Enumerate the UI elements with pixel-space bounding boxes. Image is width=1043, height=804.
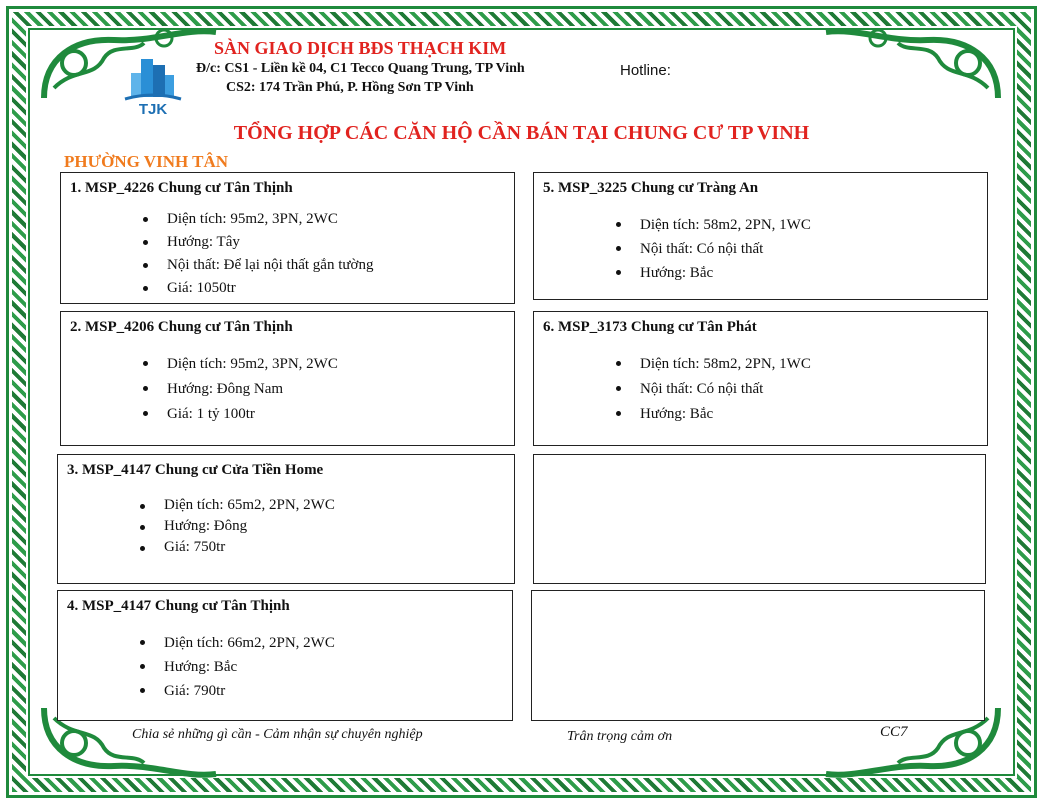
listing-title: 1. MSP_4226 Chung cư Tân Thịnh xyxy=(70,180,293,196)
listing-details xyxy=(534,213,811,285)
footer-code: CC7 xyxy=(880,724,908,740)
detail-direction: Hướng: Đông Nam xyxy=(167,377,338,402)
detail-direction: Hướng: Bắc xyxy=(640,261,811,285)
listing-title: 3. MSP_4147 Chung cư Cửa Tiền Home xyxy=(67,462,324,478)
footer-slogan: Chia sẻ những gì cần - Cảm nhận sự chuyên nghiệp xyxy=(132,727,423,742)
detail-direction: Hướng: Bắc xyxy=(164,655,335,679)
listing-details xyxy=(58,631,335,703)
listing-details xyxy=(61,208,373,300)
empty-card-2 xyxy=(531,590,985,721)
detail-price: Giá: 790tr xyxy=(164,679,335,703)
detail-furniture: Nội thất: Có nội thất xyxy=(640,237,811,261)
company-logo xyxy=(123,55,183,117)
listing-card-3 xyxy=(57,454,515,584)
listing-details xyxy=(61,352,338,427)
hotline-label: Hotline: xyxy=(620,62,671,79)
footer-thanks: Trân trọng cảm ơn xyxy=(567,729,673,744)
detail-price: Giá: 1050tr xyxy=(167,277,373,300)
listing-card-1 xyxy=(60,172,515,304)
svg-text:TJK: TJK xyxy=(138,101,168,117)
listing-title: 2. MSP_4206 Chung cư Tân Thịnh xyxy=(70,319,293,335)
detail-direction: Hướng: Bắc xyxy=(640,402,811,427)
detail-furniture: Nội thất: Để lại nội thất gắn tường xyxy=(167,254,373,277)
listing-card-4 xyxy=(57,590,513,721)
address-line-2: CS2: 174 Trần Phú, P. Hồng Sơn TP Vinh xyxy=(226,80,474,95)
detail-price: Giá: 1 tỷ 100tr xyxy=(167,402,338,427)
section-title: PHƯỜNG VINH TÂN xyxy=(64,152,229,171)
corner-ornament-top-right xyxy=(818,18,1008,110)
detail-area: Diện tích: 58m2, 2PN, 1WC xyxy=(640,352,811,377)
detail-area: Diện tích: 66m2, 2PN, 2WC xyxy=(164,631,335,655)
detail-area: Diện tích: 65m2, 2PN, 2WC xyxy=(164,495,335,516)
detail-area: Diện tích: 58m2, 2PN, 1WC xyxy=(640,213,811,237)
detail-area: Diện tích: 95m2, 3PN, 2WC xyxy=(167,208,373,231)
detail-furniture: Nội thất: Có nội thất xyxy=(640,377,811,402)
listing-title: 5. MSP_3225 Chung cư Tràng An xyxy=(543,180,759,196)
listing-card-2 xyxy=(60,311,515,446)
listing-details xyxy=(534,352,811,427)
empty-card-1 xyxy=(533,454,986,584)
listing-card-6 xyxy=(533,311,988,446)
company-name: SÀN GIAO DỊCH BĐS THẠCH KIM xyxy=(214,38,507,58)
listing-details xyxy=(58,495,335,558)
detail-area: Diện tích: 95m2, 3PN, 2WC xyxy=(167,352,338,377)
detail-direction: Hướng: Tây xyxy=(167,231,373,254)
listing-title: 4. MSP_4147 Chung cư Tân Thịnh xyxy=(67,598,290,614)
page-title: TỔNG HỢP CÁC CĂN HỘ CẦN BÁN TẠI CHUNG CƯ TP VINH xyxy=(233,122,810,144)
address-line-1: Đ/c: CS1 - Liền kề 04, C1 Tecco Quang Trung, TP Vinh xyxy=(196,61,525,76)
detail-price: Giá: 750tr xyxy=(164,537,335,558)
detail-direction: Hướng: Đông xyxy=(164,516,335,537)
listing-title: 6. MSP_3173 Chung cư Tân Phát xyxy=(543,319,757,335)
listing-card-5 xyxy=(533,172,988,300)
